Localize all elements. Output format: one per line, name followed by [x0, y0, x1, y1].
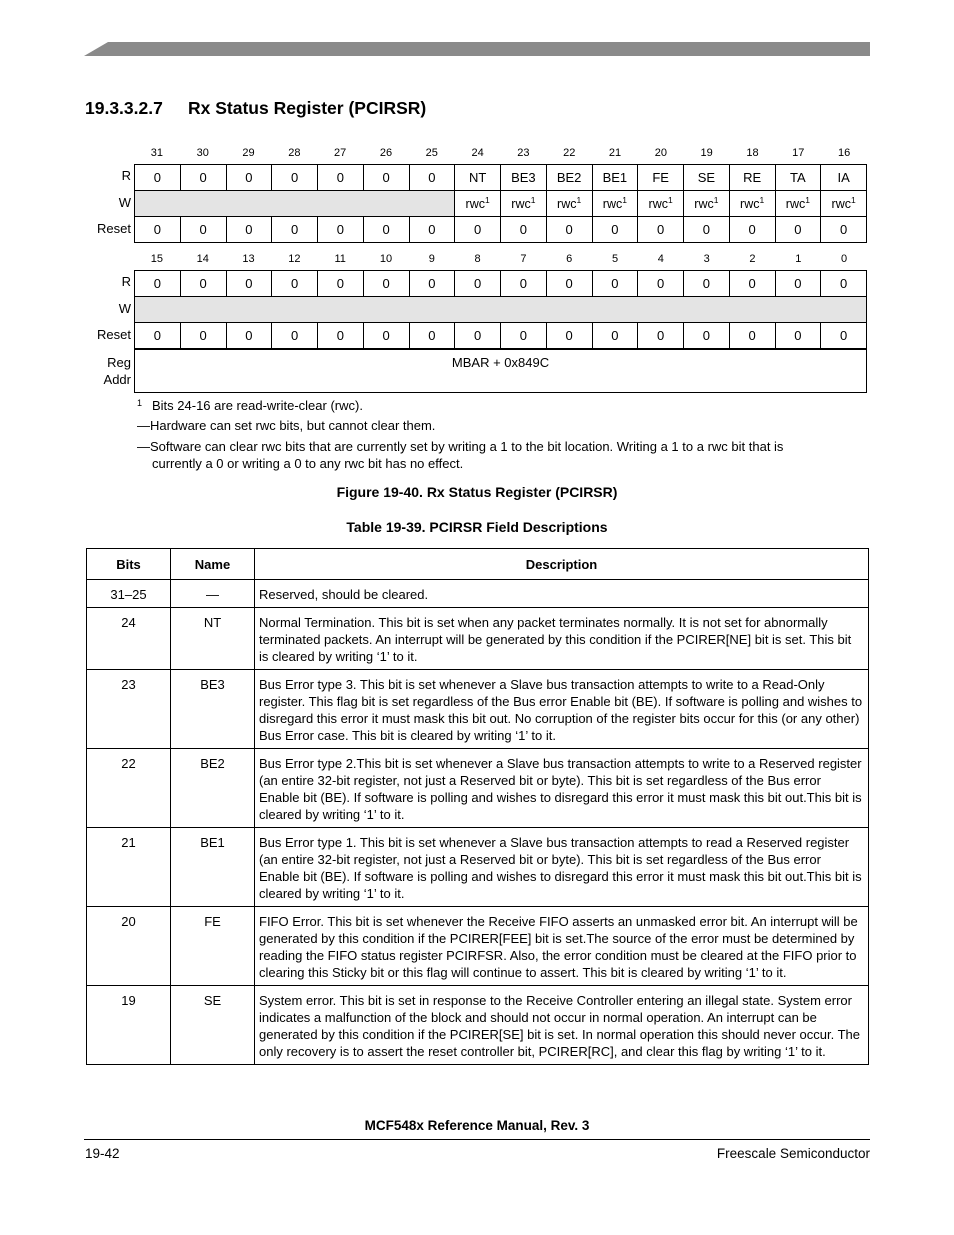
- upper-register-table: [134, 164, 867, 243]
- bit-cell: BE3: [501, 165, 547, 191]
- bit-cell: 0: [409, 217, 455, 243]
- cell-name: —: [171, 580, 255, 608]
- bit-number: 2: [749, 253, 756, 265]
- bit-number: 12: [288, 253, 301, 265]
- cell-description: Bus Error type 2.This bit is set whenever a Slave bus transaction attempts to write to a Reserved register (an entire 32-bit register, not just a Reserved bit or byte). This bit is set regardless of the Bus error Enable bit (BE). If software is polling and wishes to disregard this error it must mask this bit out.This bit is cleared by writing ‘1’ to it.: [255, 749, 869, 828]
- bit-number: 17: [792, 147, 805, 159]
- bit-cell: IA: [821, 165, 867, 191]
- bit-cell: 0: [180, 165, 226, 191]
- bit-cell: 0: [363, 271, 409, 297]
- cell-bits: 24: [87, 608, 171, 670]
- cell-bits: 21: [87, 828, 171, 907]
- table-row: [87, 608, 869, 670]
- bit-cell: 0: [318, 271, 364, 297]
- upper-read-row: [135, 165, 867, 191]
- header-bits: Bits: [87, 549, 171, 580]
- bit-number: 29: [242, 147, 255, 159]
- row-label-addr: Addr: [103, 372, 131, 387]
- write-cell-rwc: [546, 191, 592, 217]
- write-cell-rwc: [775, 191, 821, 217]
- bit-number: 30: [196, 147, 209, 159]
- footnote-1: Bits 24-16 are read-write-clear (rwc).: [152, 398, 363, 413]
- bit-number: 18: [746, 147, 759, 159]
- bit-cell: RE: [729, 165, 775, 191]
- bit-cell: 0: [135, 217, 181, 243]
- cell-name: BE1: [171, 828, 255, 907]
- bit-cell: 0: [455, 323, 501, 349]
- bit-cell: 0: [821, 217, 867, 243]
- bit-cell: 0: [318, 217, 364, 243]
- footnote-ref: 1: [576, 195, 582, 206]
- header-name: Name: [171, 549, 255, 580]
- bit-number: 22: [563, 147, 576, 159]
- bit-cell: 0: [638, 323, 684, 349]
- rwc-label: rwc: [740, 197, 760, 212]
- bit-cell: 0: [363, 165, 409, 191]
- bit-number: 7: [520, 253, 527, 265]
- footnote-mark-text: 1: [137, 398, 143, 408]
- bit-cell: 0: [775, 323, 821, 349]
- write-cell-rwc: [455, 191, 501, 217]
- bit-cell: 0: [821, 323, 867, 349]
- lower-register-table: [134, 270, 867, 349]
- bit-number: 19: [700, 147, 713, 159]
- bit-number: 9: [428, 253, 435, 265]
- bit-cell: 0: [501, 323, 547, 349]
- footer-manual-title: MCF548x Reference Manual, Rev. 3: [364, 1118, 590, 1133]
- section-number: 19.3.3.2.7: [85, 98, 163, 118]
- bit-cell: 0: [180, 217, 226, 243]
- table-row: [87, 828, 869, 907]
- rwc-label: rwc: [465, 197, 485, 212]
- bit-cell: 0: [546, 217, 592, 243]
- rwc-label: rwc: [648, 197, 668, 212]
- cell-bits: 31–25: [87, 580, 171, 608]
- cell-description: Reserved, should be cleared.: [255, 580, 869, 608]
- rwc-label: rwc: [831, 197, 851, 212]
- write-cell-rwc: [684, 191, 730, 217]
- bit-number: 14: [196, 253, 209, 265]
- lower-read-row: [135, 271, 867, 297]
- bit-number: 26: [379, 147, 393, 159]
- footnote-ref: 1: [805, 195, 810, 206]
- bit-cell: 0: [226, 165, 272, 191]
- write-cell-rwc: [729, 191, 775, 217]
- cell-name: NT: [171, 608, 255, 670]
- row-label-reset-upper: Reset: [97, 221, 131, 236]
- cell-description: Bus Error type 3. This bit is set whenever a Slave bus transaction attempts to write to a Read-Only register. This flag bit is set regardless of the Bus error Enable bit (BE). If software is polling and wishes to disregard this error it must mask this bit out. No corruption of the register bits occur for this (or any other) Bus Error case. This bit is cleared by writing ‘1’ to it.: [255, 670, 869, 749]
- bit-cell: 0: [684, 217, 730, 243]
- cell-bits: 19: [87, 986, 171, 1065]
- bit-cell: 0: [135, 271, 181, 297]
- company-name: Freescale Semiconductor: [716, 1146, 870, 1161]
- bit-cell: 0: [363, 217, 409, 243]
- rwc-label: rwc: [557, 197, 577, 212]
- bit-cell: BE2: [546, 165, 592, 191]
- bit-cell: 0: [409, 271, 455, 297]
- bit-cell: 0: [546, 271, 592, 297]
- bit-cell: 0: [318, 165, 364, 191]
- bit-cell: 0: [226, 217, 272, 243]
- register-address: MBAR + 0x849C: [134, 349, 867, 393]
- bit-number: 16: [837, 147, 851, 159]
- cell-name: BE2: [171, 749, 255, 828]
- bit-number: 5: [611, 253, 619, 265]
- bit-cell: 0: [592, 323, 638, 349]
- bit-cell: 0: [684, 271, 730, 297]
- footnote-ref: 1: [850, 195, 856, 206]
- bit-number: 31: [150, 147, 164, 159]
- footnote-ref: 1: [713, 195, 719, 206]
- write-cell-rwc: [501, 191, 547, 217]
- footnote-ref: 1: [530, 195, 536, 206]
- field-table-header: [87, 549, 869, 580]
- bit-cell: 0: [455, 217, 501, 243]
- row-label-r-lower: R: [121, 274, 131, 289]
- upper-reset-row: [135, 217, 867, 243]
- bit-cell: 0: [272, 217, 318, 243]
- figure-caption: Figure 19-40. Rx Status Register (PCIRSR): [336, 484, 618, 500]
- bit-cell: 0: [226, 271, 272, 297]
- table-caption: Table 19-39. PCIRSR Field Descriptions: [346, 519, 608, 535]
- bit-cell: 0: [821, 271, 867, 297]
- footer-rule: [84, 1139, 870, 1140]
- bit-cell: BE1: [592, 165, 638, 191]
- footnote-3a: —Software can clear rwc bits that are currently set by writing a 1 to the bit location. Writing a 1 to a rwc bit that is: [137, 439, 784, 454]
- cell-name: BE3: [171, 670, 255, 749]
- bit-cell: NT: [455, 165, 501, 191]
- footnote-ref: 1: [622, 195, 627, 206]
- bit-cell: 0: [135, 323, 181, 349]
- bit-cell: 0: [592, 271, 638, 297]
- footnote-ref: 1: [759, 195, 765, 206]
- row-label-w-lower: W: [118, 301, 131, 316]
- footnote-3b: currently a 0 or writing a 0 to any rwc bit has no effect.: [152, 456, 464, 471]
- cell-description: Bus Error type 1. This bit is set whenever a Slave bus transaction attempts to read a Reserved register (an entire 32-bit register, not just a Reserved bit or byte). This bit is set regardless of the Bus error Enable bit (BE). If software is polling and wishes to disregard this error it must mask this bit out.This bit is cleared by writing ‘1’ to it.: [255, 828, 869, 907]
- footnote-2: —Hardware can set rwc bits, but cannot clear them.: [137, 418, 436, 433]
- cell-bits: 20: [87, 907, 171, 986]
- rwc-label: rwc: [785, 197, 806, 212]
- bit-cell: 0: [272, 271, 318, 297]
- write-cell-rwc: [592, 191, 638, 217]
- bit-cell: 0: [363, 323, 409, 349]
- bit-number: 3: [703, 253, 710, 265]
- footnote-mark: [137, 395, 142, 415]
- bit-number: 23: [517, 147, 530, 159]
- bit-cell: 0: [775, 271, 821, 297]
- bit-cell: 0: [592, 217, 638, 243]
- bit-number: 0: [841, 253, 848, 265]
- table-row: [87, 907, 869, 986]
- rwc-label: rwc: [694, 197, 714, 212]
- bit-number: 24: [471, 147, 484, 159]
- row-label-reg: Reg: [107, 355, 131, 370]
- bit-number: 11: [334, 253, 346, 265]
- cell-bits: 22: [87, 749, 171, 828]
- cell-description: System error. This bit is set in response to the Receive Controller entering an illegal state. System error indicates a malfunction of the block and should not occur in normal operation. An interrupt can be generated by this condition if the PCIRER[SE] bit is set. In normal operation this should never occur. The only recovery is to assert the reset controller bit, PCIRER[RC], and clear this flag by writing ‘1’ to it.: [255, 986, 869, 1065]
- bit-cell: 0: [638, 217, 684, 243]
- bit-number: 8: [474, 253, 481, 265]
- bit-cell: 0: [546, 323, 592, 349]
- lower-bit-numbers: [134, 253, 867, 267]
- bit-number: 25: [425, 147, 438, 159]
- section-title-text: Rx Status Register (PCIRSR): [188, 98, 427, 118]
- rwc-label: rwc: [511, 197, 531, 212]
- bit-cell: 0: [684, 323, 730, 349]
- header-description: Description: [255, 549, 869, 580]
- table-row: [87, 580, 869, 608]
- row-label-w-upper: W: [118, 195, 131, 210]
- cell-bits: 23: [87, 670, 171, 749]
- upper-write-row: [135, 191, 867, 217]
- table-row: [87, 986, 869, 1065]
- write-cell-rwc: [821, 191, 867, 217]
- rwc-label: rwc: [602, 197, 623, 212]
- bit-cell: 0: [729, 271, 775, 297]
- bit-number: 4: [657, 253, 664, 265]
- bit-cell: TA: [775, 165, 821, 191]
- bit-cell: 0: [729, 323, 775, 349]
- write-cell-rwc: [638, 191, 684, 217]
- cell-name: SE: [171, 986, 255, 1065]
- bit-cell: 0: [501, 217, 547, 243]
- section-title: [85, 98, 426, 119]
- cell-description: Normal Termination. This bit is set when any packet terminates normally. It is not set for abnormally terminated packets. An interrupt will be generated by this condition if the PCIRER[NE] bit is set. This bit is cleared by writing ‘1’ to it.: [255, 608, 869, 670]
- bit-cell: SE: [684, 165, 730, 191]
- bit-number: 20: [654, 147, 667, 159]
- bit-number: 15: [150, 253, 164, 265]
- bit-number: 13: [242, 253, 255, 265]
- bit-cell: 0: [729, 217, 775, 243]
- bit-cell: 0: [638, 271, 684, 297]
- bit-number: 1: [795, 253, 802, 265]
- bit-cell: 0: [501, 271, 547, 297]
- bit-cell: 0: [775, 217, 821, 243]
- bit-cell: FE: [638, 165, 684, 191]
- bit-cell: 0: [409, 165, 455, 191]
- bit-cell: 0: [272, 323, 318, 349]
- write-cell-reserved: [135, 191, 455, 217]
- bit-number: 21: [608, 147, 622, 159]
- cell-description: FIFO Error. This bit is set whenever the Receive FIFO asserts an unmasked error bit. An interrupt will be generated by this condition if the PCIRER[FEE] bit is set.The source of the error must be determined by reading the FIFO status register PCIRFSR. Also, the error condition must be cleared at the FIFO prior to clearing this Sticky bit or this flag will continue to assert. This bit is cleared by writing ‘1’ to it.: [255, 907, 869, 986]
- bit-number: 6: [566, 253, 573, 265]
- row-label-reset-lower: Reset: [97, 327, 131, 342]
- bit-cell: 0: [226, 323, 272, 349]
- bit-cell: 0: [455, 271, 501, 297]
- row-label-r-upper: R: [121, 168, 131, 183]
- table-row: [87, 749, 869, 828]
- bit-cell: 0: [180, 271, 226, 297]
- cell-name: FE: [171, 907, 255, 986]
- bit-cell: 0: [409, 323, 455, 349]
- footnote-ref: 1: [667, 195, 673, 206]
- lower-reset-row: [135, 323, 867, 349]
- write-cell: [135, 297, 867, 323]
- bit-cell: 0: [180, 323, 226, 349]
- header-bar: [84, 42, 870, 56]
- upper-bit-numbers: [134, 147, 867, 161]
- page-number: 19-42: [85, 1146, 120, 1161]
- lower-write-row: [135, 297, 867, 323]
- bit-cell: 0: [135, 165, 181, 191]
- field-description-table: [86, 548, 869, 1065]
- bit-cell: 0: [318, 323, 364, 349]
- bit-cell: 0: [272, 165, 318, 191]
- bit-number: 28: [288, 147, 301, 159]
- bit-number: 10: [379, 253, 393, 265]
- bit-number: 27: [334, 147, 347, 159]
- footnote-ref: 1: [484, 195, 490, 206]
- table-row: [87, 670, 869, 749]
